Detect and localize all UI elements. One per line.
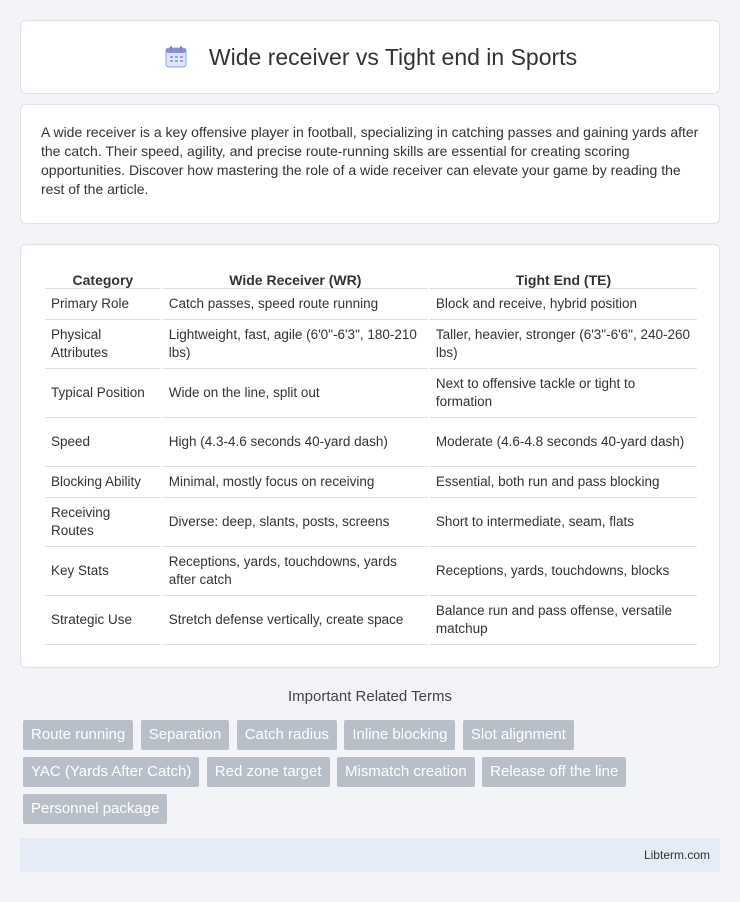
table-cell: Physical Attributes xyxy=(45,320,161,369)
table-row xyxy=(45,418,697,467)
column-header: Wide Receiver (WR) xyxy=(163,265,428,289)
table-cell: Key Stats xyxy=(45,547,161,596)
table-cell: Speed xyxy=(45,418,161,467)
related-term-tag[interactable]: Inline blocking xyxy=(344,720,455,750)
table-header-row xyxy=(45,265,697,289)
related-terms-list xyxy=(23,720,703,831)
table-cell: Wide on the line, split out xyxy=(163,369,428,418)
table-cell: Essential, both run and pass blocking xyxy=(430,467,697,498)
related-term-tag[interactable]: Mismatch creation xyxy=(337,757,475,787)
table-row xyxy=(45,320,697,369)
table-cell: Receptions, yards, touchdowns, yards after catch xyxy=(163,547,428,596)
header-card xyxy=(20,20,720,94)
related-term-tag[interactable]: Slot alignment xyxy=(463,720,574,750)
related-term-tag[interactable]: Release off the line xyxy=(482,757,626,787)
table-cell: Minimal, mostly focus on receiving xyxy=(163,467,428,498)
table-cell: Strategic Use xyxy=(45,596,161,645)
table-cell: Short to intermediate, seam, flats xyxy=(430,498,697,547)
table-cell: Taller, heavier, stronger (6'3"-6'6", 240-260 lbs) xyxy=(430,320,697,369)
table-row xyxy=(45,596,697,645)
table-cell: Lightweight, fast, agile (6'0"-6'3", 180-210 lbs) xyxy=(163,320,428,369)
related-term-tag[interactable]: Route running xyxy=(23,720,133,750)
related-term-tag[interactable]: Red zone target xyxy=(207,757,330,787)
related-term-tag[interactable]: Separation xyxy=(141,720,230,750)
intro-card xyxy=(20,104,720,224)
table-cell: Balance run and pass offense, versatile matchup xyxy=(430,596,697,645)
table-row xyxy=(45,467,697,498)
comparison-table-card xyxy=(20,244,720,668)
table-cell: Catch passes, speed route running xyxy=(163,289,428,320)
comparison-table xyxy=(43,265,699,645)
table-cell: Typical Position xyxy=(45,369,161,418)
table-cell: Blocking Ability xyxy=(45,467,161,498)
footer-site-link[interactable]: Libterm.com xyxy=(643,848,710,862)
intro-text: A wide receiver is a key offensive player in football, specializing in catching passes and gaining yards after the catch. Their speed, agility, and precise route-running skills are essential for creating scoring opportunities. Discover how mastering the role of a wide receiver can elevate your game by reading the rest of the article. xyxy=(41,124,699,197)
related-terms-title: Important Related Terms xyxy=(288,688,452,705)
table-row xyxy=(45,547,697,596)
table-cell: Receptions, yards, touchdowns, blocks xyxy=(430,547,697,596)
table-cell: Receiving Routes xyxy=(45,498,161,547)
table-row xyxy=(45,289,697,320)
page-title: Wide receiver vs Tight end in Sports xyxy=(208,43,578,70)
footer xyxy=(20,838,720,872)
table-cell: Diverse: deep, slants, posts, screens xyxy=(163,498,428,547)
table-cell: Primary Role xyxy=(45,289,161,320)
table-row xyxy=(45,498,697,547)
table-row xyxy=(45,369,697,418)
table-cell: Next to offensive tackle or tight to formation xyxy=(430,369,697,418)
calendar-icon xyxy=(163,44,189,70)
table-cell: Stretch defense vertically, create space xyxy=(163,596,428,645)
related-term-tag[interactable]: Personnel package xyxy=(23,794,167,824)
table-cell: Moderate (4.6-4.8 seconds 40-yard dash) xyxy=(430,418,697,467)
column-header: Category xyxy=(45,265,161,289)
column-header: Tight End (TE) xyxy=(430,265,697,289)
table-cell: Block and receive, hybrid position xyxy=(430,289,697,320)
table-cell: High (4.3-4.6 seconds 40-yard dash) xyxy=(163,418,428,467)
related-term-tag[interactable]: YAC (Yards After Catch) xyxy=(23,757,199,787)
related-term-tag[interactable]: Catch radius xyxy=(237,720,337,750)
